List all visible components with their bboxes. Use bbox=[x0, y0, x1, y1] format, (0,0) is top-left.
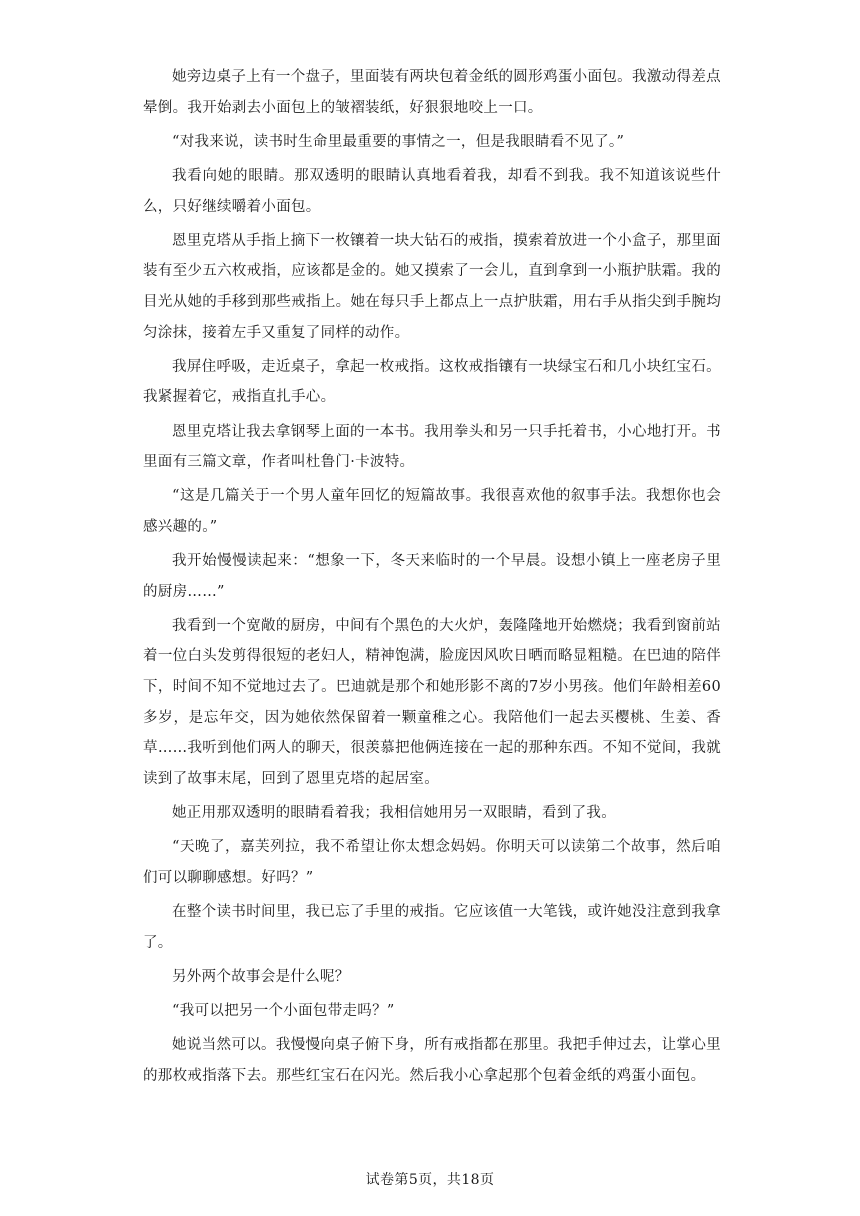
paragraph: 她正用那双透明的眼睛看着我；我相信她用另一双眼睛，看到了我。 bbox=[172, 805, 616, 821]
page-footer: 试卷第5页，共18页 bbox=[365, 1172, 495, 1188]
article-body bbox=[143, 62, 721, 1095]
paragraph: 另外两个故事会是什么呢？ bbox=[172, 968, 350, 985]
paragraph: 在整个读书时间里，我已忘了手里的戒指。它应该值一大笔钱，或许她没注意到我拿了。 bbox=[143, 903, 721, 951]
paragraph: 我看向她的眼睛。那双透明的眼睛认真地看着我，却看不到我。我不知道该说些什么，只好继续嚼着小面包。 bbox=[143, 167, 721, 215]
paragraph: 我屏住呼吸，走近桌子，拿起一枚戒指。这枚戒指镶有一块绿宝石和几小块红宝石。我紧握着它，戒指直扎手心。 bbox=[143, 358, 721, 406]
paragraph: 我开始慢慢读起来：“想象一下，冬天来临时的一个早晨。设想小镇上一座老房子里的厨房……” bbox=[143, 553, 721, 600]
paragraph: 她说当然可以。我慢慢向桌子俯下身，所有戒指都在那里。我把手伸过去，让掌心里的那枚戒指落下去。那些红宝石在闪光。然后我小心拿起那个包着金纸的鸡蛋小面包。 bbox=[143, 1037, 721, 1084]
paragraph: “天晚了，嘉芙列拉，我不希望让你太想念妈妈。你明天可以读第二个故事，然后咱们可以聊聊感想。好吗？” bbox=[143, 839, 721, 886]
paragraph: “对我来说，读书时生命里最重要的事情之一，但是我眼睛看不见了。” bbox=[172, 133, 625, 150]
paragraph: 恩里克塔让我去拿钢琴上面的一本书。我用拳头和另一只手托着书，小心地打开。书里面有三篇文章，作者叫杜鲁门·卡波特。 bbox=[143, 423, 721, 471]
paragraph: 我看到一个宽敞的厨房，中间有个黑色的大火炉，轰隆隆地开始燃烧；我看到窗前站着一位白头发剪得很短的老妇人，精神饱满，脸庞因风吹日晒而略显粗糙。在巴迪的陪伴下，时间不知不觉地过去了。巴迪就是那个和她形影不离的7岁小男孩。他们年龄相差60多岁，是忘年交，因为她依然保留着一颗童稚之心。我陪他们一起去买樱桃、生姜、香草……我听到他们两人的聊天，很羡慕把他俩连接在一起的那种东西。不知不觉间，我就读到了故事末尾，回到了恩里克塔的起居室。 bbox=[143, 617, 721, 787]
paragraph: 恩里克塔从手指上摘下一枚镶着一块大钻石的戒指，摸索着放进一个小盒子，那里面装有至少五六枚戒指，应该都是金的。她又摸索了一会儿，直到拿到一小瓶护肤霜。我的目光从她的手移到那些戒指上。她在每只手上都点上一点护肤霜，用右手从指尖到手腕均匀涂抹，接着左手又重复了同样的动作。 bbox=[143, 232, 721, 341]
paragraph: 她旁边桌子上有一个盘子，里面装有两块包着金纸的圆形鸡蛋小面包。我激动得差点晕倒。我开始剥去小面包上的皱褶装纸，好狠狠地咬上一口。 bbox=[143, 69, 721, 116]
paragraph: “这是几篇关于一个男人童年回忆的短篇故事。我很喜欢他的叙事手法。我想你也会感兴趣的。” bbox=[143, 488, 721, 535]
paragraph: “我可以把另一个小面包带走吗？” bbox=[172, 1002, 395, 1019]
